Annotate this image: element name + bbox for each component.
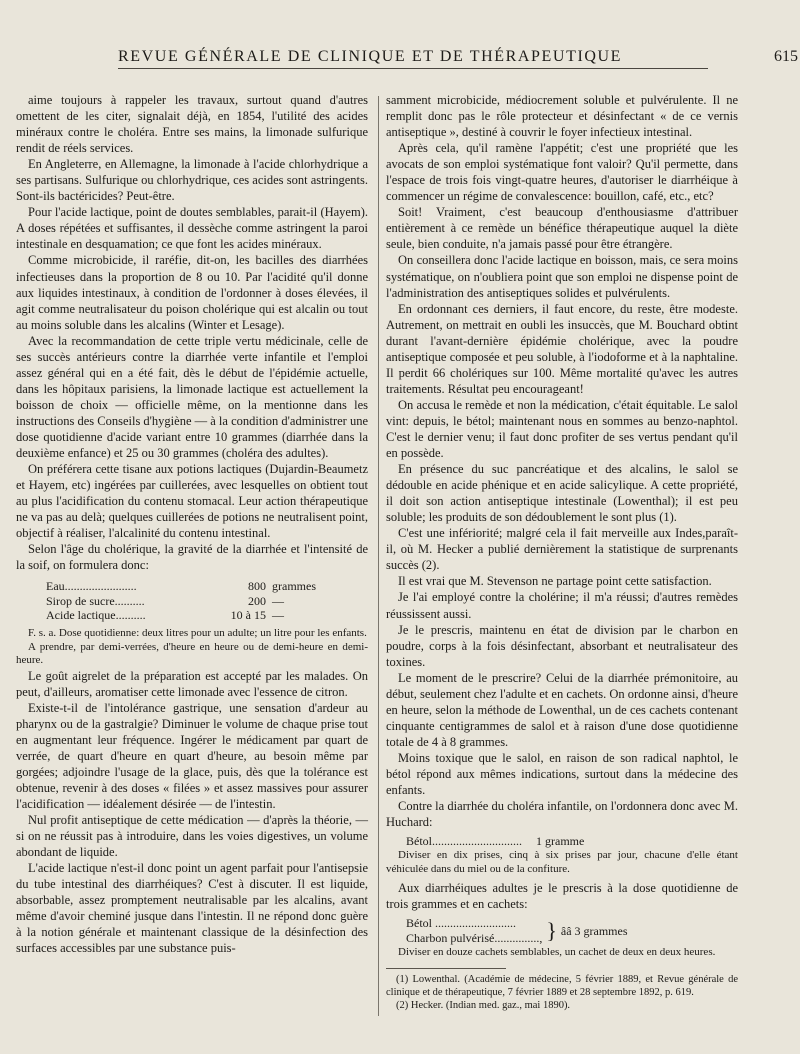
- rx-qty: 1 gramme: [536, 834, 585, 849]
- prescription-cachets: [386, 916, 738, 960]
- paragraph: En ordonnant ces derniers, il faut encore, du reste, être modeste. Autrement, on mettrait en oubli les insuccès, que M. Bouchard obtint durant l'avant-dernière épidémie cholérique, avec la poudre antiseptique composée et peu soluble, à l'iodoforme et à la naphtaline. Il perdit 66 cholériques sur 100. Même mortalité qu'avec les autres traitements. Résultat peu encourageant!: [386, 301, 738, 396]
- paragraph: Avec la recommandation de cette triple vertu médicinale, celle de ses succès antérieurs contre la diarrhée verte infantile et l'emploi assez général qui en a été fait, dès le début de l'épidémie actuelle, dans les hôpitaux parisiens, la limonade lactique est actuellement la boisson de choix — officielle même, on la mentionne dans les instructions des Conseils d'hygiène — à la condition d'administrer une dose quotidienne d'acide variant entre 10 grammes (diarrhée dans la deuxième enfance) et 25 ou 30 grammes (choléra des adultes).: [16, 333, 369, 461]
- left-column: [16, 92, 368, 957]
- footnote: (2) Hecker. (Indian med. gaz., mai 1890).: [396, 1000, 571, 1012]
- paragraph: Existe-t-il de l'intolérance gastrique, une sensation d'ardeur au pharynx ou de la gastralgie? Diminuer le volume de chaque prise tout en augmentant leur fréquence. Ingérer le médicament par quart de verrée, de quart d'heure en quart d'heure, au besoin même par gorgées; adjoindre l'usage de la glace, puis, dès que la tolérance est obtenue, revenir à des doses « filées » et assez massives pour assurer l'acidification — idéalement désirée — de l'intestin.: [16, 700, 368, 812]
- paragraph: Comme microbicide, il raréfie, dit-on, les bacilles des diarrhées infectieuses dans la proportion de 8 ou 10. Par l'acidité qu'il donne aux liquides intestinaux, à condition de l'ordonner à doses élevées, il agit comme neutralisateur du poison cholérique qui est alcalin ou tout au moins soluble dans les alcalins (Winter et Lesage).: [16, 253, 368, 332]
- rx-line: [406, 834, 738, 849]
- rx-name: Bétol ...........................: [406, 916, 516, 931]
- ingredient-unit: —: [272, 593, 284, 608]
- paragraph: Aux diarrhéiques adultes je le prescris à la dose quotidienne de trois grammes et en cachets:: [386, 881, 738, 912]
- formula-note: A prendre, par demi-verrées, d'heure en heure ou de demi-heure en demi-heure.: [16, 640, 368, 667]
- rx-name: Charbon pulvérisé...............,: [406, 931, 543, 946]
- paragraph: C'est une infériorité; malgré cela il fait merveille aux Indes,paraît-il, où M. Hecker a publié dernièrement la statistique de surprenants succès (2).: [386, 526, 738, 573]
- paragraph: Contre la diarrhée du choléra infantile, on l'ordonnera donc avec M. Huchard:: [386, 799, 738, 830]
- prescription-betol: [386, 834, 738, 876]
- ingredient-unit: grammes: [272, 579, 316, 594]
- paragraph: On préférera cette tisane aux potions lactiques (Dujardin-Beaumetz et Hayem, etc) ingérées par cuillerées, avec lesquelles on obtient tout au plus l'acidification du contenu stomacal. Leur action thérapeutique ne va pas au delà; quelques cuillerées de potions ne neutralisent point, objectif à réaliser, l'alcalinité du contenu intestinal.: [16, 462, 368, 541]
- ingredient-name: Sirop de sucre..........: [46, 593, 145, 608]
- paragraph: Soit! Vraiment, c'est beaucoup d'enthousiasme d'attribuer entièrement à ce remède un bénéfice thérapeutique auquel la diète seule, bien conduite, n'a jamais passé pour être étrangère.: [386, 205, 738, 252]
- paragraph: Le moment de le prescrire? Celui de la diarrhée prémonitoire, au début, seulement chez l'adulte et en cachets. On ordonne ainsi, d'heure en heure, selon la méthode de Lowenthal, un de ces cachets contenant cinquante centigrammes de salol et à raison d'une dose quotidienne totale de 4 à 8 grammes.: [386, 670, 738, 749]
- ingredient-qty: 10 à 15: [230, 608, 266, 623]
- ingredient-qty: 200: [248, 593, 266, 608]
- paragraph: Après cela, qu'il ramène l'appétit; c'est une propriété que les avocats de son emploi systématique font valoir? Qu'il permette, dans l'espace de trois fois vingt-quatre heures, d'autoriser le diarrhéique à commencer un régime de convalescence: bouillon, café, etc., etc?: [386, 141, 738, 204]
- paragraph: Selon l'âge du cholérique, la gravité de la diarrhée et l'intensité de la soif, on formulera donc:: [16, 542, 368, 573]
- ingredient-name: Acide lactique..........: [46, 608, 146, 623]
- footnote: (1) Lowenthal. (Académie de médecine, 5 février 1889, et Revue générale de clinique et de thérapeutique, 7 février 1889 et 28 septembre 1892, p. 619.: [386, 974, 738, 999]
- prescription-formula: [46, 579, 368, 623]
- paragraph: Je l'ai employé contre la cholérine; il m'a réussi; d'autres remèdes réussissent aussi.: [386, 590, 738, 621]
- paragraph: aime toujours à rappeler les travaux, surtout quand d'autres omettent de les citer, signalait déjà, en 1854, l'utilité des acides minéraux contre le choléra. Entre ses mains, la limonade sulfurique rendit de réels services.: [16, 93, 368, 156]
- paragraph: On conseillera donc l'acide lactique en boisson, mais, ce sera moins systématique, on n'oubliera point que son emploi ne dispense point de l'administration des antiseptiques solides et pulvérulents.: [386, 253, 738, 300]
- formula-row: [46, 608, 368, 623]
- rx-note: Diviser en dix prises, cinq à six prises par jour, chacune d'elle étant véhiculée dans du miel ou de la confiture.: [386, 849, 738, 875]
- page-number: 615: [774, 48, 798, 65]
- paragraph: L'acide lactique n'est-il donc point un agent parfait pour l'antisepsie du tube intestinal des diarrhéiques? C'est à discuter. Il est liquide, absorbable, assez promptement neutralisable par les alcalins, avant même d'avoir cheminé jusque dans l'intestin. Il ne répond donc guère à la notion générale et maintenant classique de la désinfection des surfaces accessibles par une substance puis-: [16, 861, 368, 956]
- formula-note: F. s. a. Dose quotidienne: deux litres pour un adulte; un litre pour les enfants.: [28, 626, 367, 639]
- paragraph: samment microbicide, médiocrement soluble et pulvérulente. Il ne remplit donc pas le rôle protecteur et désinfectant « de ce vernis antiseptique », destiné à couvrir le foyer infectieux intestinal.: [386, 93, 738, 140]
- rx-qty: ââ 3 grammes: [560, 923, 628, 938]
- paragraph: Le goût aigrelet de la préparation est accepté par les malades. On peut, d'ailleurs, aromatiser cette limonade avec l'essence de citron.: [16, 668, 368, 699]
- rx-brace-group: [406, 916, 738, 946]
- rx-name: Bétol..............................: [406, 834, 522, 849]
- paragraph: Pour l'acide lactique, point de doutes semblables, parait-il (Hayem). A doses répétées et suffisantes, il dessèche comme astringent la paroi intestinale en desquamation; ce que font les acides minéraux.: [16, 205, 368, 252]
- footnote-rule: [386, 968, 506, 969]
- formula-row: [46, 579, 368, 594]
- text-columns: [16, 92, 786, 1022]
- paragraph: En Angleterre, en Allemagne, la limonade à l'acide chlorhydrique a ses partisans. Sulfurique ou chlorhydrique, ces acides sont astringents. Sont-ils bactéricides? Peut-être.: [16, 157, 368, 204]
- paragraph: Moins toxique que le salol, en raison de son radical naphtol, le bétol répond aux mêmes indications, surtout dans la médecine des enfants.: [386, 750, 738, 798]
- running-head: REVUE GÉNÉRALE DE CLINIQUE ET DE THÉRAPEUTIQUE: [118, 48, 623, 65]
- paragraph: On accusa le remède et non la médication, c'était équitable. Le salol vint: depuis, le bétol; maintenant nous en sommes au benzo-naphtol. C'est le dernier venu; il faut donc profiter de ses vertus pendant qu'il en possède.: [386, 397, 738, 461]
- ingredient-qty: 800: [248, 579, 266, 594]
- right-column: [386, 92, 738, 1012]
- paragraph: Je le prescris, maintenu en état de division par le charbon en poudre, corps à la fois désinfectant, absorbant et neutralisateur des toxines.: [386, 622, 738, 669]
- column-divider: [378, 96, 379, 1016]
- paragraph: Nul profit antiseptique de cette médication — d'après la théorie, — si on ne réussit pas à introduire, dans les voies digestives, un volume abondant de liquide.: [16, 813, 368, 860]
- formula-row: [46, 594, 368, 609]
- brace-glyph: }: [546, 918, 557, 944]
- page-header: [118, 44, 798, 69]
- ingredient-name: Eau........................: [46, 579, 137, 594]
- paragraph: Il est vrai que M. Stevenson ne partage point cette satisfaction.: [398, 574, 712, 589]
- paragraph: En présence du suc pancréatique et des alcalins, le salol se dédouble en acide phénique et en acide salicylique. A cette propriété, il doit son action antiseptique intestinale (Lowenthal); il est peu soluble; les produits de son dédoublement le sont plus (1).: [386, 462, 738, 525]
- rx-note: Diviser en douze cachets semblables, un cachet de deux en deux heures.: [398, 946, 716, 959]
- ingredient-unit: —: [272, 608, 284, 623]
